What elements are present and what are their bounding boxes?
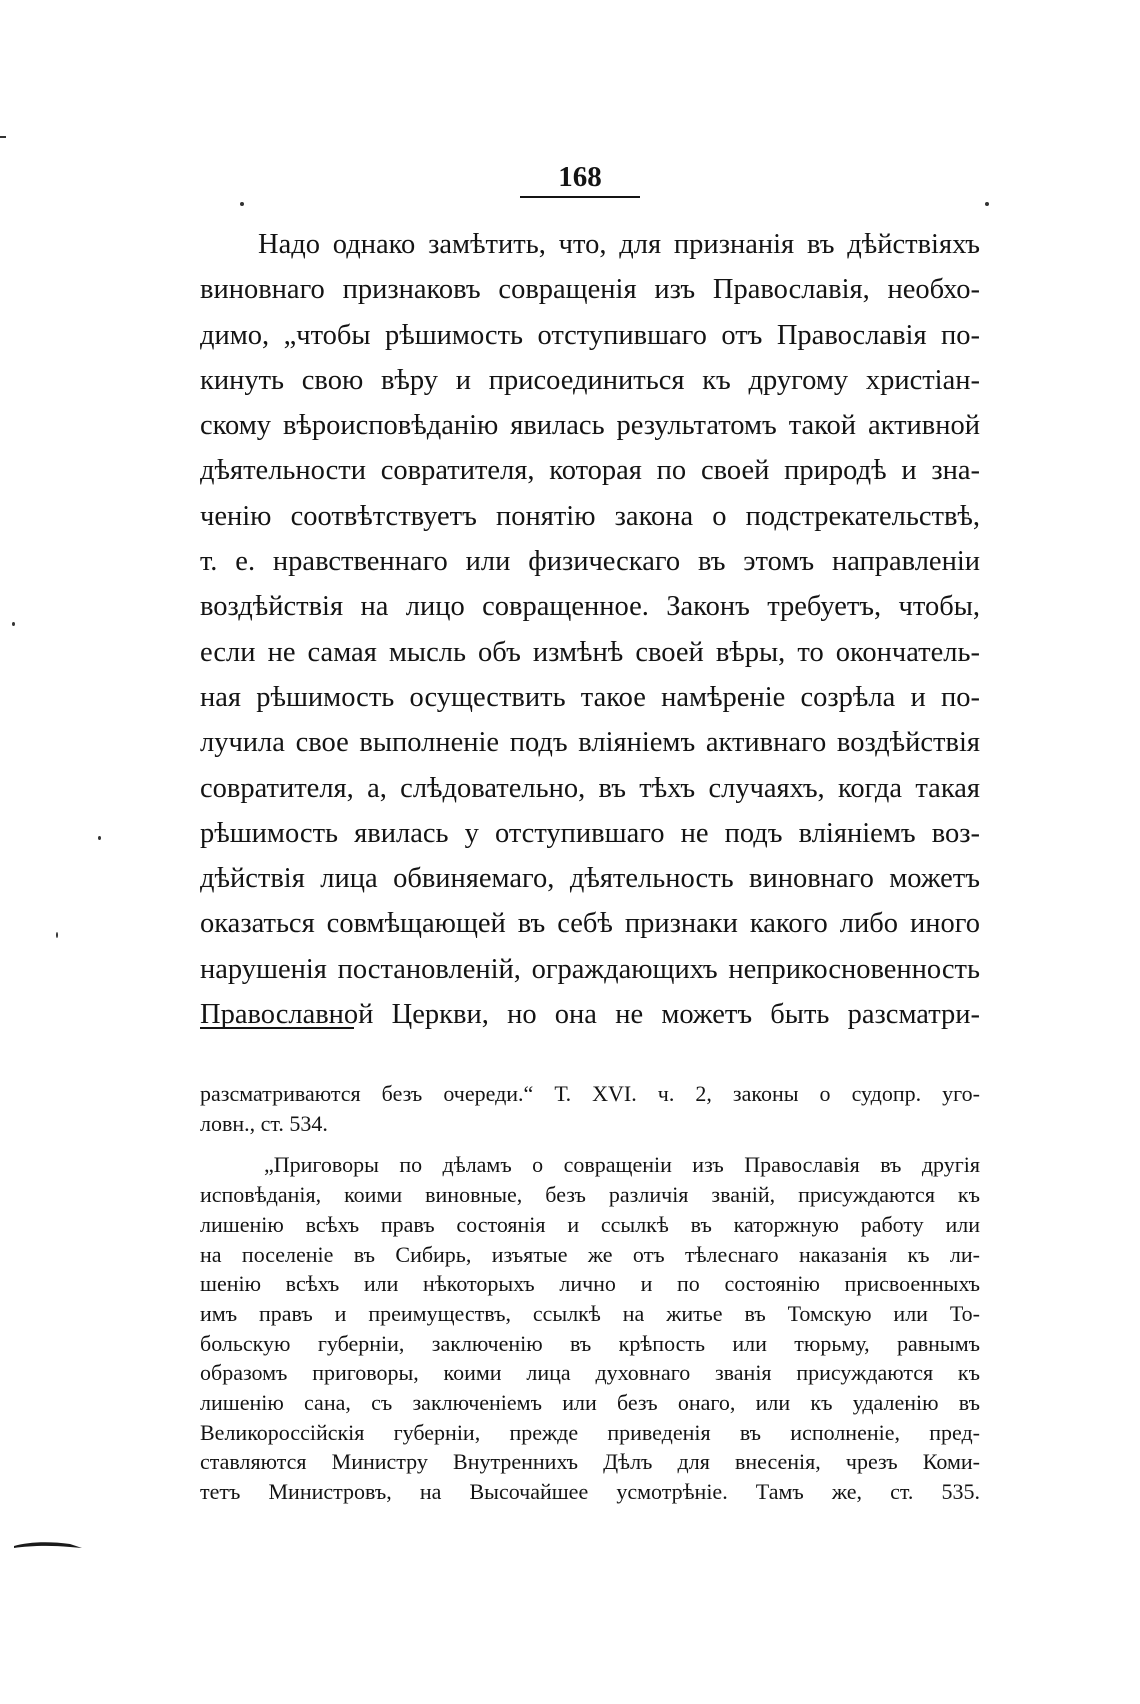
footnote-line: шенію всѣхъ или нѣкоторыхъ лично и по состоянію присвоенныхъ [200, 1271, 980, 1297]
main-text-line: оказаться совмѣщающей въ себѣ признаки какого либо иного [200, 908, 980, 940]
footnote-line: Великороссійскія губерніи, прежде приведенія въ исполненіе, пред- [200, 1419, 980, 1445]
footnote-line: образомъ приговоры, коими лица духовнаго званія присуждаются къ [200, 1360, 980, 1386]
footnote-line: имъ правъ и преимуществъ, ссылкѣ на житье въ Томскую или То- [200, 1300, 980, 1326]
footnote-line: ловн., ст. 534. [200, 1110, 328, 1136]
footnote-line: больскую губерніи, заключенію въ крѣпость или тюрьму, равнымъ [200, 1330, 980, 1356]
main-text-line: Православной Церкви, но она не можетъ быть разсматри- [200, 999, 980, 1031]
footnote-line: разсматриваются безъ очереди.“ Т. XVI. ч. 2, законы о судопр. уго- [200, 1081, 980, 1106]
scan-speck [98, 836, 101, 840]
footnote-line: тетъ Министровъ, на Высочайшее усмотрѣніе. Тамъ же, ст. 535. [200, 1479, 980, 1505]
footnote-paragraph [200, 1079, 980, 1138]
footnote-line: ставляются Министру Внутреннихъ Дѣлъ для внесенія, чрезъ Коми- [200, 1449, 980, 1475]
main-text-line: если не самая мысль объ измѣнѣ своей вѣры, то окончатель- [200, 636, 980, 668]
main-text-line: рѣшимость явилась у отступившаго не подъ вліяніемъ воз- [200, 817, 980, 849]
footnote-separator [200, 1027, 354, 1029]
scan-edge-mark [14, 1540, 82, 1550]
main-text-line: виновнаго признаковъ совращенія изъ Православія, необхо- [200, 274, 980, 306]
main-text-line: дѣятельности совратителя, которая по своей природѣ и зна- [200, 455, 980, 487]
footnote-line: исповѣданія, коими виновные, безъ различія званій, присуждаются къ [200, 1182, 980, 1208]
main-text-line: нарушенія постановленій, ограждающихъ неприкосновенность [200, 953, 980, 985]
main-text-line: совратителя, а, слѣдовательно, въ тѣхъ случаяхъ, когда такая [200, 772, 980, 804]
scan-speck [240, 202, 244, 206]
footnote-line: лишенію всѣхъ правъ состоянія и ссылкѣ въ каторжную работу или [200, 1211, 980, 1237]
page-number: 168 [520, 160, 640, 198]
main-text-line: т. е. нравственнаго или физическаго въ этомъ направленіи [200, 546, 980, 578]
main-text-line: лучила свое выполненіе подъ вліяніемъ активнаго воздѣйствія [200, 727, 980, 759]
footnote-paragraph [200, 1150, 980, 1506]
main-text-line: воздѣйствія на лицо совращенное. Законъ требуетъ, чтобы, [200, 591, 980, 623]
main-text-line: дѣйствія лица обвиняемаго, дѣятельность виновнаго можетъ [200, 863, 980, 895]
main-text-body [200, 222, 980, 1037]
footnotes [200, 1079, 980, 1519]
scan-speck [0, 136, 6, 138]
main-text-line: димо, „чтобы рѣшимость отступившаго отъ Православія по- [200, 319, 980, 351]
main-text-line: ная рѣшимость осуществить такое намѣреніе созрѣла и по- [200, 681, 980, 713]
main-text-line: ченію соотвѣтствуетъ понятію закона о подстрекательствѣ, [200, 500, 980, 532]
footnote-line: „Приговоры по дѣламъ о совращеніи изъ Православія въ другія [264, 1152, 980, 1178]
main-text-line: скому вѣроисповѣданію явилась результатомъ такой активной [200, 410, 980, 442]
main-text-line: кинуть свою вѣру и присоединиться къ другому христіан- [200, 364, 980, 396]
scan-speck [985, 202, 989, 206]
scan-speck [56, 932, 58, 938]
footnote-line: лишенію сана, съ заключеніемъ или безъ онаго, или къ удаленію въ [200, 1390, 980, 1416]
main-text-line: Надо однако замѣтить, что, для признанія въ дѣйствіяхъ [258, 229, 980, 260]
scan-speck [12, 622, 15, 626]
footnote-line: на поселеніе въ Сибирь, изъятые же отъ тѣлеснаго наказанія къ ли- [200, 1241, 980, 1267]
